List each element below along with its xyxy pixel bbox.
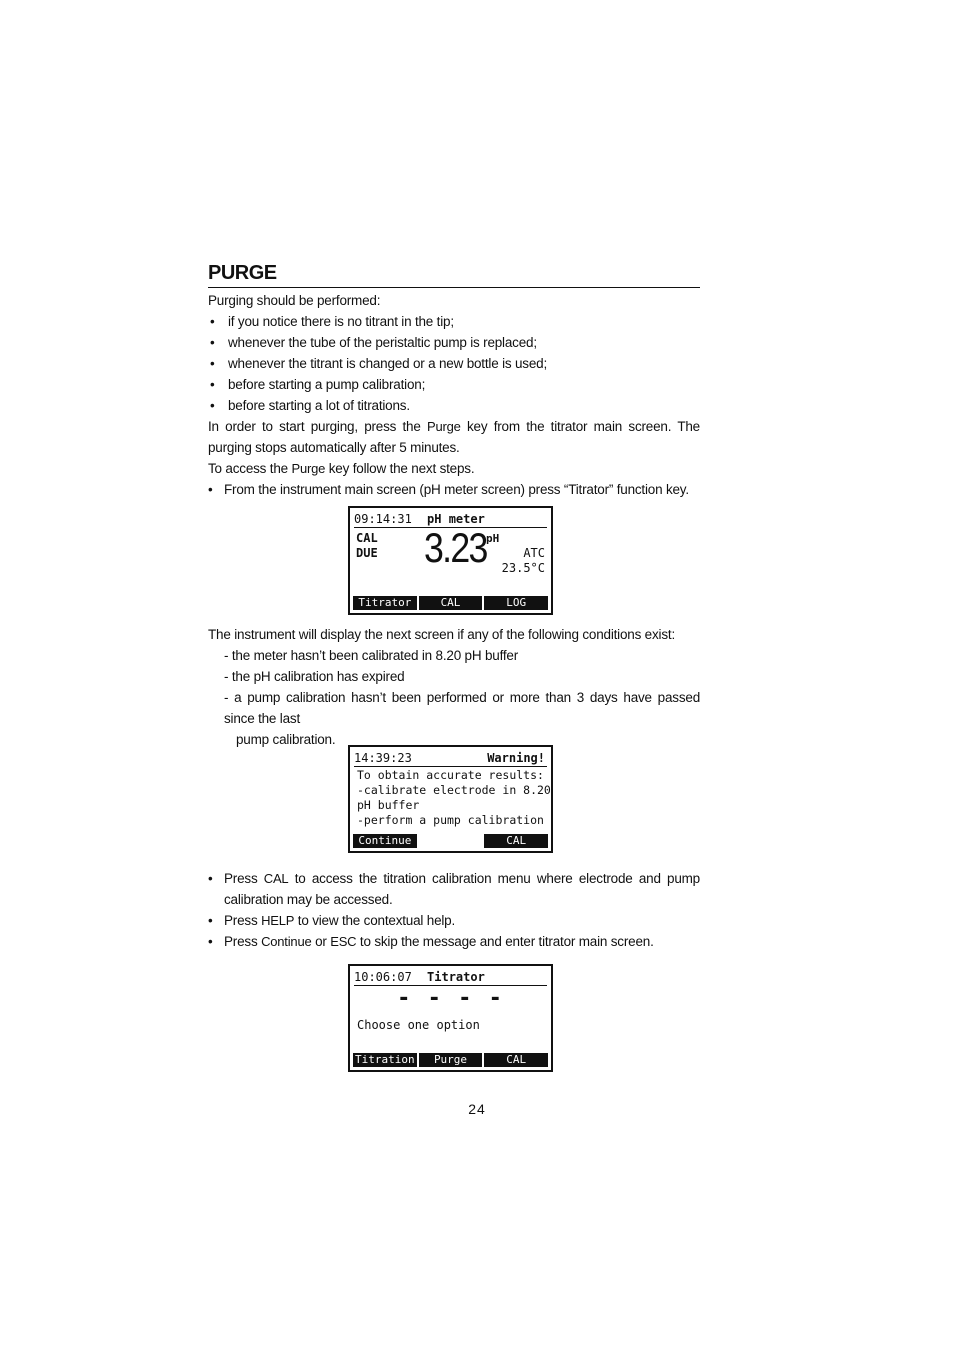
function-keys xyxy=(353,596,548,610)
purge-key-label: Purge xyxy=(291,461,326,476)
purge-key-label: Purge xyxy=(426,419,461,434)
intro-text: Purging should be performed: xyxy=(208,293,381,308)
purge-paragraph: In order to start purging, press the Purge key from the titrator main screen. The purging stops automatically after 5 minutes. xyxy=(208,419,700,455)
lcd-header xyxy=(354,750,547,767)
ph-reading: 3.23 xyxy=(424,524,487,571)
press-instructions xyxy=(208,868,700,952)
cal-key[interactable]: CAL xyxy=(484,834,548,848)
warning-message: To obtain accurate results: -calibrate electrode in 8.20 pH buffer -perform a pump calibration xyxy=(357,768,551,827)
empty-key xyxy=(419,834,483,848)
condition-item-continued: pump calibration. xyxy=(236,732,336,747)
placeholder-dashes: - - - - xyxy=(397,986,504,1011)
list-item: • Press Continue or ESC to skip the message and enter titrator main screen. xyxy=(208,934,654,949)
continue-key-label: Continue xyxy=(261,934,312,949)
lcd-time: 14:39:23 xyxy=(354,751,412,765)
purge-conditions-list xyxy=(208,311,700,416)
conditions-intro: The instrument will display the next screen if any of the following conditions exist: xyxy=(208,627,675,642)
cal-key-label: CAL xyxy=(263,871,289,886)
list-item: • if you notice there is no titrant in the tip; xyxy=(210,314,454,329)
manual-page xyxy=(208,262,700,500)
choose-option-message: Choose one option xyxy=(357,1018,480,1032)
lcd-warning-screen xyxy=(348,745,553,853)
lcd-title: Warning! xyxy=(487,751,545,765)
lcd-header xyxy=(354,969,547,986)
condition-item: - the pH calibration has expired xyxy=(224,669,405,684)
cal-key[interactable]: CAL xyxy=(419,596,483,610)
condition-item: - the meter hasn’t been calibrated in 8.20 pH buffer xyxy=(224,648,519,663)
lcd-time: 09:14:31 xyxy=(354,512,412,526)
condition-item: - a pump calibration hasn’t been performed or more than 3 days have passed since the last xyxy=(224,690,700,726)
lcd-title: pH meter xyxy=(427,512,485,526)
lcd-time: 10:06:07 xyxy=(354,970,412,984)
list-item: • Press HELP to view the contextual help. xyxy=(208,913,456,928)
lcd-ph-meter-screen xyxy=(348,506,553,615)
list-item: • before starting a pump calibration; xyxy=(210,377,426,392)
help-key-label: HELP xyxy=(261,913,295,928)
purge-key[interactable]: Purge xyxy=(419,1053,483,1067)
function-keys xyxy=(353,1053,548,1067)
page-number: 24 xyxy=(468,1101,486,1117)
log-key[interactable]: LOG xyxy=(484,596,548,610)
step-item: • From the instrument main screen (pH meter screen) press “Titrator” function key. xyxy=(208,482,689,497)
cal-due-indicator: CAL DUE xyxy=(356,531,378,560)
list-item: • whenever the tube of the peristaltic pump is replaced; xyxy=(210,335,537,350)
esc-key-label: ESC xyxy=(330,934,357,949)
section-heading: PURGE xyxy=(208,262,700,288)
function-keys xyxy=(353,834,548,848)
titrator-key[interactable]: Titrator xyxy=(353,596,417,610)
temperature-readout: ATC 23.5°C xyxy=(501,546,545,575)
list-item: • before starting a lot of titrations. xyxy=(210,398,410,413)
lcd-title: Titrator xyxy=(427,970,485,984)
continue-key[interactable]: Continue xyxy=(353,834,417,848)
access-paragraph: To access the Purge key follow the next steps. xyxy=(208,461,475,476)
ph-unit: pH xyxy=(486,532,500,545)
titration-key[interactable]: Titration xyxy=(353,1053,417,1067)
list-item: • whenever the titrant is changed or a new bottle is used; xyxy=(210,356,547,371)
lcd-titrator-screen xyxy=(348,964,553,1072)
cal-key[interactable]: CAL xyxy=(484,1053,548,1067)
list-item: • Press CAL to access the titration calibration menu where electrode and pump calibration may be accessed. xyxy=(208,871,700,907)
conditions-block xyxy=(208,624,700,750)
